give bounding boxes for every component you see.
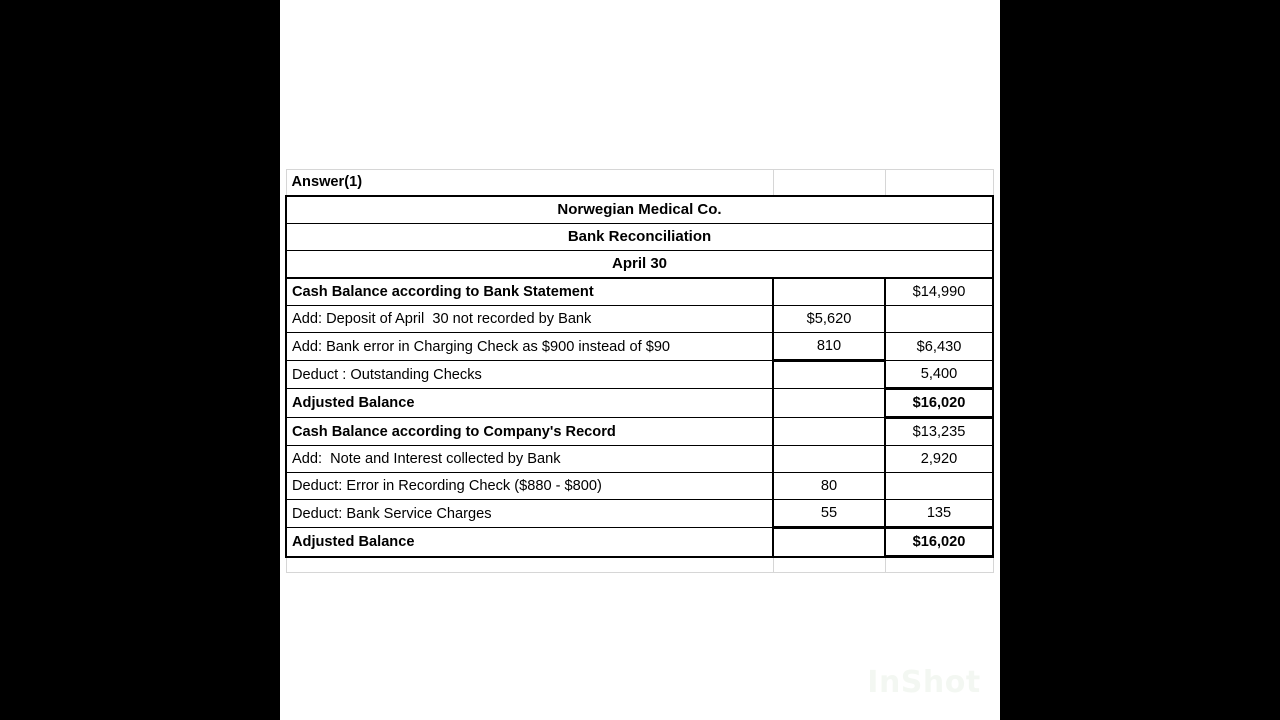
statement-date: April 30 xyxy=(286,251,993,279)
row-description: Adjusted Balance xyxy=(286,528,773,557)
row-amount: $6,430 xyxy=(885,333,993,361)
watermark-text: InShot xyxy=(867,664,981,700)
title-row-company xyxy=(286,196,993,224)
table-row xyxy=(286,333,993,361)
row-middle-amount: 810 xyxy=(773,333,885,361)
company-name: Norwegian Medical Co. xyxy=(286,196,993,224)
row-amount: $16,020 xyxy=(885,389,993,418)
row-amount xyxy=(885,306,993,333)
row-description: Add: Deposit of April 30 not recorded by Bank xyxy=(286,306,773,333)
table-row xyxy=(286,418,993,446)
answer-label: Answer(1) xyxy=(286,170,773,197)
row-amount: $13,235 xyxy=(885,418,993,446)
row-middle-amount: 80 xyxy=(773,473,885,500)
row-description: Adjusted Balance xyxy=(286,389,773,418)
row-description: Add: Bank error in Charging Check as $900 instead of $90 xyxy=(286,333,773,361)
table-row xyxy=(286,446,993,473)
row-description: Deduct : Outstanding Checks xyxy=(286,361,773,389)
document-frame xyxy=(280,0,1000,720)
row-description: Cash Balance according to Bank Statement xyxy=(286,278,773,306)
trailing-cell-middle xyxy=(773,557,885,573)
row-middle-amount xyxy=(773,278,885,306)
row-description: Deduct: Bank Service Charges xyxy=(286,500,773,528)
row-middle-amount xyxy=(773,361,885,389)
table-row xyxy=(286,500,993,528)
answer-spacer-amount xyxy=(885,170,993,197)
answer-header-row xyxy=(286,170,993,197)
statement-name: Bank Reconciliation xyxy=(286,224,993,251)
row-middle-amount xyxy=(773,528,885,557)
row-amount: $14,990 xyxy=(885,278,993,306)
row-middle-amount: $5,620 xyxy=(773,306,885,333)
row-middle-amount xyxy=(773,418,885,446)
row-middle-amount xyxy=(773,446,885,473)
row-description: Add: Note and Interest collected by Bank xyxy=(286,446,773,473)
table-row xyxy=(286,361,993,389)
table-row xyxy=(286,306,993,333)
table-row-total xyxy=(286,528,993,557)
trailing-cell-description xyxy=(286,557,773,573)
reconciliation-table xyxy=(285,169,994,573)
letterbox-bar-right xyxy=(1000,0,1280,720)
row-amount: 2,920 xyxy=(885,446,993,473)
row-amount: $16,020 xyxy=(885,528,993,557)
letterbox-bar-left xyxy=(0,0,280,720)
answer-spacer-middle xyxy=(773,170,885,197)
bank-reconciliation-sheet xyxy=(285,169,997,573)
inshot-watermark xyxy=(858,660,990,704)
row-amount: 135 xyxy=(885,500,993,528)
row-amount xyxy=(885,473,993,500)
row-middle-amount: 55 xyxy=(773,500,885,528)
row-description: Deduct: Error in Recording Check ($880 - $800) xyxy=(286,473,773,500)
table-row xyxy=(286,278,993,306)
table-row xyxy=(286,473,993,500)
row-description: Cash Balance according to Company's Record xyxy=(286,418,773,446)
title-row-date xyxy=(286,251,993,279)
row-middle-amount xyxy=(773,389,885,418)
title-row-statement xyxy=(286,224,993,251)
row-amount: 5,400 xyxy=(885,361,993,389)
table-row-total xyxy=(286,389,993,418)
sheet-trailing-row xyxy=(286,557,993,573)
trailing-cell-amount xyxy=(885,557,993,573)
